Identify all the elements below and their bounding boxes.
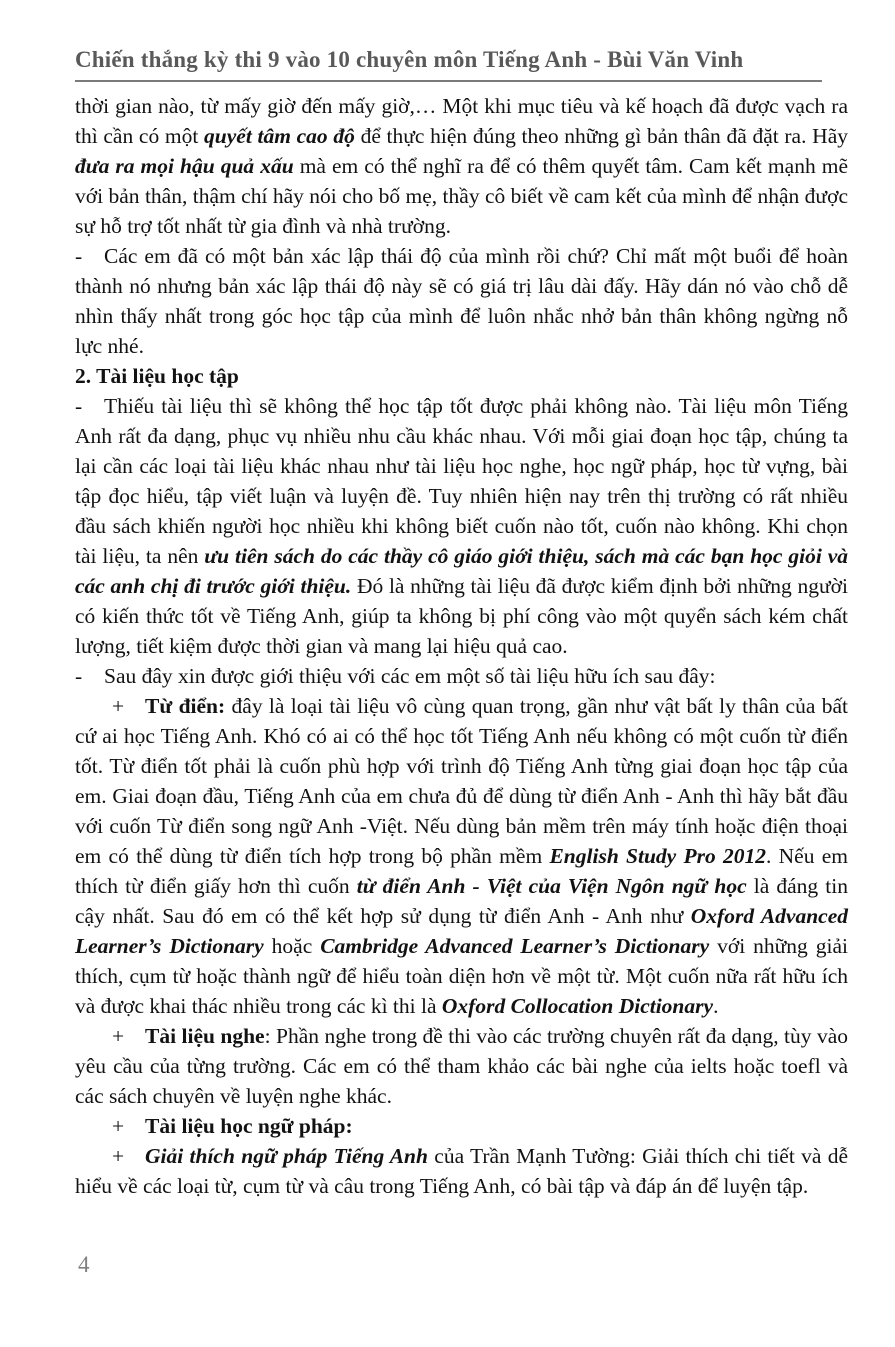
- text-run: Thiếu tài liệu thì sẽ không thể học tập tốt được phải không nào. Tài liệu môn Tiếng Anh rất đa dạng, phục vụ nhiều nhu cầu khác nhau. Với mỗi giai đoạn học tập, chúng ta lại cần các loại tài liệu khác nhau như tài liệu học nghe, học ngữ pháp, học từ vựng, bài tập đọc hiểu, tập viết luận và luyện đề. Tuy nhiên hiện nay trên thị trường có rất nhiều đầu sách khiến người học nhiều khi không biết cuốn nào tốt, cuốn nào không. Khi chọn tài liệu, ta nên: [75, 394, 848, 568]
- text-run: 2. Tài liệu học tập: [75, 364, 239, 388]
- page-header: [75, 45, 848, 82]
- page-body: [75, 91, 848, 1201]
- paragraph: [75, 241, 848, 361]
- paragraph: [75, 91, 848, 241]
- list-marker: -: [75, 244, 83, 268]
- paragraph: [75, 1111, 848, 1141]
- text-run: Từ điển:: [145, 694, 226, 718]
- text-run: Tài liệu nghe: [145, 1024, 265, 1048]
- header-rule: [75, 80, 822, 82]
- text-run: thời gian nào, từ mấy giờ đến mấy giờ,… Một khi mục tiêu và kế hoạch đã được vạch ra thì cần có một: [75, 94, 848, 148]
- text-run: Các em đã có một bản xác lập thái độ của mình rồi chứ? Chỉ mất một buổi để hoàn thành nó nhưng bản xác lập thái độ này sẽ có giá trị lâu dài đấy. Hãy dán nó vào chỗ dễ nhìn thấy nhất trong góc học tập của mình để luôn nhắc nhở bản thân không ngừng nỗ lực nhé.: [75, 244, 848, 358]
- list-marker: -: [75, 664, 83, 688]
- text-run: đưa ra mọi hậu quả xấu: [75, 154, 294, 178]
- text-run: Cambridge Advanced Learner’s Dictionary: [320, 934, 710, 958]
- paragraph: [75, 1021, 848, 1111]
- list-marker: +: [112, 1144, 125, 1168]
- text-run: English Study Pro 2012: [549, 844, 767, 868]
- paragraph: [75, 661, 848, 691]
- text-run: ưu tiên sách do các thầy cô giáo giới thiệu, sách mà các bạn học giỏi và các anh chị đi trước giới thiệu.: [75, 544, 848, 598]
- paragraph: [75, 391, 848, 661]
- text-run: đây là loại tài liệu vô cùng quan trọng, gần như vật bất ly thân của bất cứ ai học Tiếng Anh. Khó có ai có thể học tốt Tiếng Anh nếu không có một cuốn từ điển tốt. Từ điển tốt phải là cuốn phù hợp với trình độ Tiếng Anh từng giai đoạn học tập của em. Giai đoạn đầu, Tiếng Anh của em chưa đủ để dùng từ điển Anh - Anh thì hãy bắt đầu với cuốn Từ điển song ngữ Anh -Việt. Nếu dùng bản mềm trên máy tính hoặc điện thoại em có thể dùng từ điển tích hợp trong bộ phần mềm: [75, 694, 848, 868]
- list-marker: -: [75, 394, 83, 418]
- text-run: là đáng tin cậy nhất. Sau đó em có thể kết hợp sử dụng từ điển Anh - Anh như: [75, 874, 848, 928]
- paragraph: [75, 1141, 848, 1201]
- text-run: Tài liệu học ngữ pháp:: [145, 1114, 353, 1138]
- text-run: Oxford Collocation Dictionary: [441, 994, 714, 1018]
- text-run: hoặc: [263, 934, 321, 958]
- list-marker: +: [112, 694, 125, 718]
- page-inner: [75, 0, 848, 1201]
- text-run: . Nếu em thích từ điển giấy hơn thì cuốn: [75, 844, 849, 898]
- text-run: quyết tâm cao độ: [204, 124, 355, 148]
- text-run: để thực hiện đúng theo những gì bản thân đã đặt ra. Hãy: [354, 124, 848, 148]
- text-run: .: [713, 994, 719, 1018]
- text-run: từ điển Anh - Việt của Viện Ngôn ngữ học: [356, 874, 747, 898]
- text-run: : Phần nghe trong đề thi vào các trường chuyên rất đa dạng, tùy vào yêu cầu của từng trường. Các em có thể tham khảo các bài nghe của ielts hoặc toefl và các sách chuyên về luyện nghe khác.: [75, 1024, 849, 1108]
- page-number: 4: [78, 1252, 90, 1277]
- text-run: với những giải thích, cụm từ hoặc thành ngữ để hiểu toàn diện hơn về một từ. Một cuốn nữa rất hữu ích và được khai thác nhiều trong các kì thi là: [75, 934, 848, 1018]
- list-marker: +: [112, 1024, 125, 1048]
- running-head-title: Chiến thắng kỳ thi 9 vào 10 chuyên môn Tiếng Anh - Bùi Văn Vinh: [75, 47, 744, 72]
- text-run: Đó là những tài liệu đã được kiểm định bởi những người có kiến thức tốt về Tiếng Anh, giúp ta không bị phí công vào một quyển sách kém chất lượng, tiết kiệm được thời gian và mang lại hiệu quả cao.: [75, 574, 848, 658]
- text-run: Oxford Advanced Learner’s Dictionary: [75, 904, 849, 958]
- text-run: của Trần Mạnh Tường: Giải thích chi tiết và dễ hiểu về các loại từ, cụm từ và câu trong Tiếng Anh, có bài tập và đáp án để luyện tập.: [75, 1144, 848, 1198]
- paragraph: [75, 691, 848, 1021]
- list-marker: +: [112, 1114, 125, 1138]
- text-run: Sau đây xin được giới thiệu với các em một số tài liệu hữu ích sau đây:: [104, 664, 716, 688]
- text-run: mà em có thể nghĩ ra để có thêm quyết tâm. Cam kết mạnh mẽ với bản thân, thậm chí hãy nói cho bố mẹ, thầy cô biết về cam kết của mình để nhận được sự hỗ trợ tốt nhất từ gia đình và nhà trường.: [75, 154, 848, 238]
- section-heading: [75, 361, 848, 391]
- text-run: Giải thích ngữ pháp Tiếng Anh: [145, 1144, 428, 1168]
